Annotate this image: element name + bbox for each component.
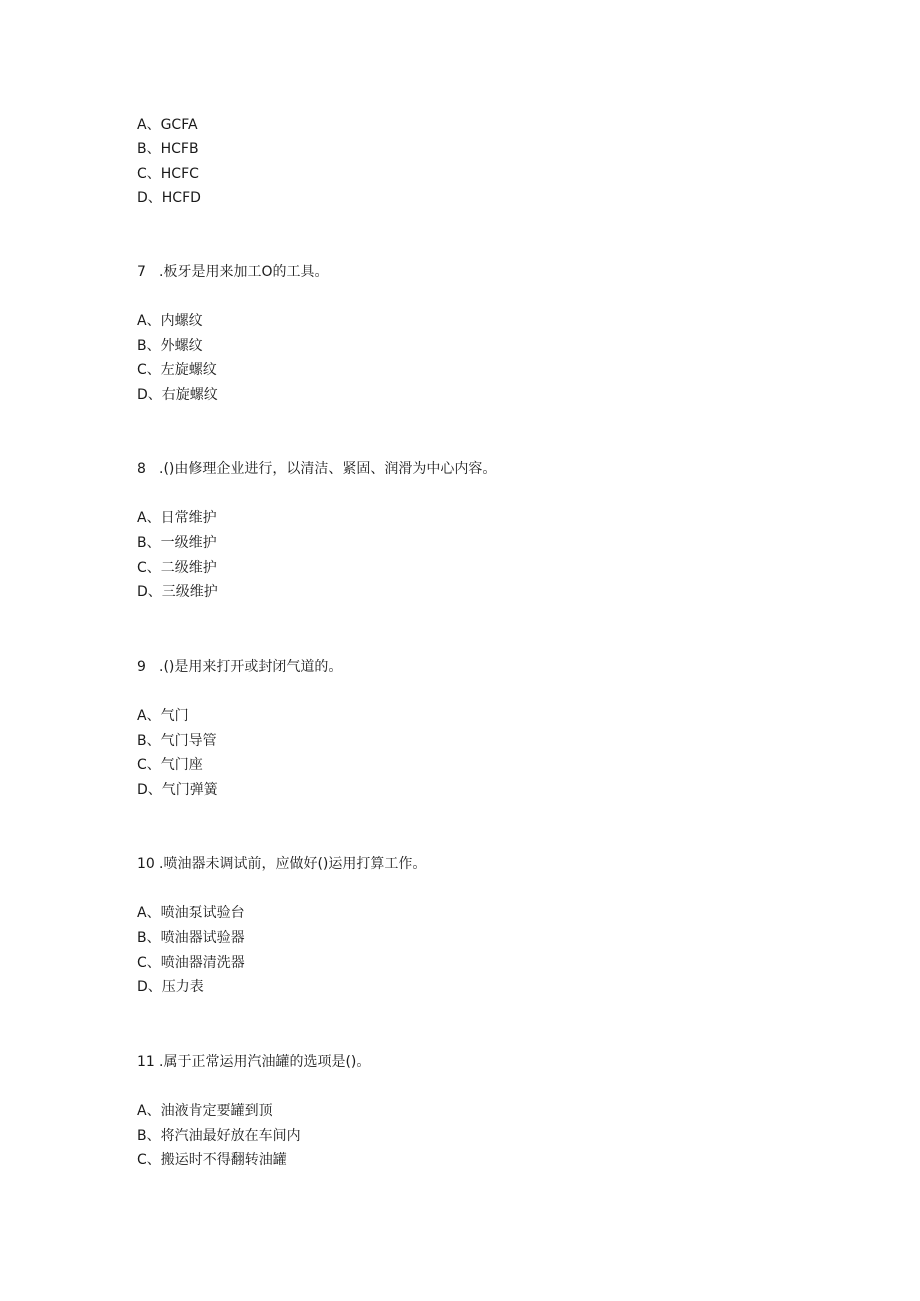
question-text: .()由修理企业进行，以清洁、紧固、润滑为中心内容。: [159, 461, 497, 477]
option-b: B、一级维护: [137, 535, 217, 551]
option-b: B、气门导管: [137, 733, 217, 749]
option-a: A、喷油泵试验台: [137, 905, 245, 921]
question-text: .()是用来打开或封闭气道的。: [159, 659, 343, 675]
question-number: 8: [137, 461, 146, 477]
question-10: [137, 855, 426, 873]
option-d: D、三级维护: [137, 584, 218, 600]
question-number: 10: [137, 856, 155, 872]
question-number: 11: [137, 1054, 155, 1070]
question-text: .喷油器未调试前，应做好()运用打算工作。: [159, 856, 427, 872]
question-11: [137, 1053, 370, 1071]
option-d: D、右旋螺纹: [137, 387, 218, 403]
question-text: .属于正常运用汽油罐的选项是()。: [159, 1054, 371, 1070]
option-c: C、喷油器清洗器: [137, 955, 245, 971]
option-b: B、喷油器试验器: [137, 930, 245, 946]
option-b: B、外螺纹: [137, 338, 203, 354]
option-a: A、内螺纹: [137, 313, 203, 329]
option-c: C、气门座: [137, 757, 203, 773]
option-c: C、二级维护: [137, 560, 217, 576]
option-d: D、HCFD: [137, 190, 201, 206]
question-text: .板牙是用来加工O的工具。: [159, 264, 329, 280]
option-c: C、搬运时不得翻转油罐: [137, 1152, 287, 1168]
option-c: C、左旋螺纹: [137, 362, 217, 378]
question-number: 7: [137, 264, 146, 280]
option-d: D、压力表: [137, 979, 204, 995]
option-d: D、气门弹簧: [137, 782, 218, 798]
option-a: A、油液肯定要罐到顶: [137, 1103, 273, 1119]
question-number: 9: [137, 659, 146, 675]
option-a: A、GCFA: [137, 117, 198, 133]
option-a: A、日常维护: [137, 510, 217, 526]
question-7: [137, 263, 328, 281]
question-8: [137, 460, 496, 478]
option-c: C、HCFC: [137, 166, 199, 182]
option-b: B、将汽油最好放在车间内: [137, 1128, 301, 1144]
option-a: A、气门: [137, 708, 189, 724]
option-b: B、HCFB: [137, 141, 199, 157]
question-9: [137, 658, 342, 676]
